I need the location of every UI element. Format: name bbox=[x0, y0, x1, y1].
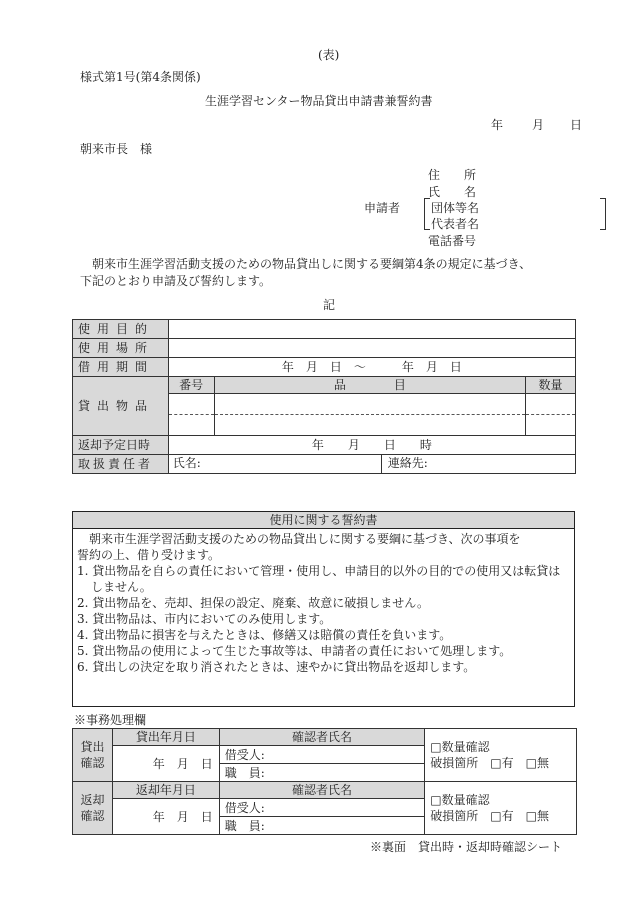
item-number-1[interactable] bbox=[168, 394, 214, 415]
page-title: 生涯学習センター物品貸出申請書兼誓約書 bbox=[205, 94, 433, 108]
applicant-phone-label: 電話番号 bbox=[428, 234, 477, 248]
lend-label: 貸出 確認 bbox=[73, 729, 113, 782]
applicant-address-label: 住 所 bbox=[428, 168, 477, 182]
label-purpose: 使用目的 bbox=[73, 320, 169, 339]
form-number: 様式第1号(第4条関係) bbox=[80, 70, 201, 84]
pledge-item-1: 1. 貸出物品を自らの責任において管理・使用し、申請目的以外の目的での使用又は転貸はしません。 bbox=[77, 564, 561, 594]
field-return-date[interactable]: 年 月 日 時 bbox=[168, 436, 575, 455]
handler-contact-field[interactable]: 連絡先: bbox=[387, 456, 428, 470]
field-place[interactable] bbox=[168, 339, 575, 358]
pledge-box bbox=[72, 511, 575, 707]
label-period: 借用期間 bbox=[73, 358, 169, 377]
handler-name-field[interactable]: 氏名: bbox=[169, 455, 382, 473]
application-table bbox=[72, 319, 576, 474]
return-confirmer-header: 確認者氏名 bbox=[219, 782, 425, 799]
label-place: 使用場所 bbox=[73, 339, 169, 358]
pledge-intro-2: 誓約の上、借り受けます。 bbox=[77, 548, 221, 562]
return-date-header: 返却年月日 bbox=[112, 782, 219, 799]
return-label: 返却 確認 bbox=[73, 782, 113, 835]
lend-borrower[interactable]: 借受人: bbox=[219, 746, 425, 764]
return-check[interactable]: □数量確認 破損箇所 □有 □無 bbox=[425, 782, 577, 835]
item-name-2[interactable] bbox=[214, 415, 525, 436]
col-number: 番号 bbox=[168, 377, 214, 394]
item-qty-2[interactable] bbox=[526, 415, 576, 436]
date-day: 日 bbox=[570, 118, 583, 132]
pledge-intro-1: 朝来市生涯学習活動支援のための物品貸出しに関する要綱に基づき、次の事項を bbox=[77, 532, 521, 546]
label-items: 貸出物品 bbox=[73, 377, 169, 436]
addressee: 朝来市長 様 bbox=[80, 142, 153, 156]
pledge-item-4: 4. 貸出物品に損害を与えたときは、修繕又は賠償の責任を負います。 bbox=[77, 628, 452, 642]
ki-label: 記 bbox=[323, 298, 336, 312]
return-date-field[interactable]: 年 月 日 bbox=[112, 799, 219, 835]
label-return-date: 返却予定日時 bbox=[73, 436, 169, 455]
field-purpose[interactable] bbox=[168, 320, 575, 339]
lend-staff[interactable]: 職 員: bbox=[219, 764, 425, 782]
pledge-item-2: 2. 貸出物品を、売却、担保の設定、廃棄、故意に破損しません。 bbox=[77, 596, 429, 610]
return-staff[interactable]: 職 員: bbox=[219, 817, 425, 835]
footer-note: ※裏面 貸出時・返却時確認シート bbox=[370, 840, 563, 854]
applicant-name-label: 氏 名 bbox=[428, 185, 477, 199]
bracket-left bbox=[424, 198, 430, 230]
date-month: 月 bbox=[532, 118, 545, 132]
col-qty: 数量 bbox=[526, 377, 576, 394]
field-period[interactable]: 年 月 日 ～ 年 月 日 bbox=[168, 358, 575, 377]
pledge-item-6: 6. 貸出しの決定を取り消されたときは、速やかに貸出物品を返却します。 bbox=[77, 660, 476, 674]
side-label: (表) bbox=[318, 48, 340, 62]
applicant-label: 申請者 bbox=[364, 201, 401, 215]
applicant-org-label: 団体等名 bbox=[431, 201, 480, 215]
item-number-2[interactable] bbox=[168, 415, 214, 436]
pledge-title: 使用に関する誓約書 bbox=[73, 512, 574, 529]
lend-confirmer-header: 確認者氏名 bbox=[219, 729, 425, 746]
item-qty-1[interactable] bbox=[526, 394, 576, 415]
bracket-right bbox=[600, 198, 606, 230]
lend-date-header: 貸出年月日 bbox=[112, 729, 219, 746]
pledge-item-5: 5. 貸出物品の使用によって生じた事故等は、申請者の責任において処理します。 bbox=[77, 644, 512, 658]
lend-date-field[interactable]: 年 月 日 bbox=[112, 746, 219, 782]
label-handler: 取扱責任者 bbox=[73, 455, 169, 474]
applicant-rep-label: 代表者名 bbox=[431, 217, 480, 231]
item-name-1[interactable] bbox=[214, 394, 525, 415]
pledge-item-3: 3. 貸出物品は、市内においてのみ使用します。 bbox=[77, 612, 332, 626]
intro-line-2: 下記のとおり申請及び誓約します。 bbox=[80, 274, 272, 288]
date-year: 年 bbox=[491, 118, 504, 132]
intro-line-1: 朝来市生涯学習活動支援のための物品貸出しに関する要綱第4条の規定に基づき、 bbox=[80, 257, 532, 271]
col-item: 品 目 bbox=[214, 377, 525, 394]
handler-row bbox=[168, 455, 575, 474]
office-table bbox=[72, 728, 577, 835]
lend-check[interactable]: □数量確認 破損箇所 □有 □無 bbox=[425, 729, 577, 782]
office-label: ※事務処理欄 bbox=[74, 713, 147, 727]
return-borrower[interactable]: 借受人: bbox=[219, 799, 425, 817]
